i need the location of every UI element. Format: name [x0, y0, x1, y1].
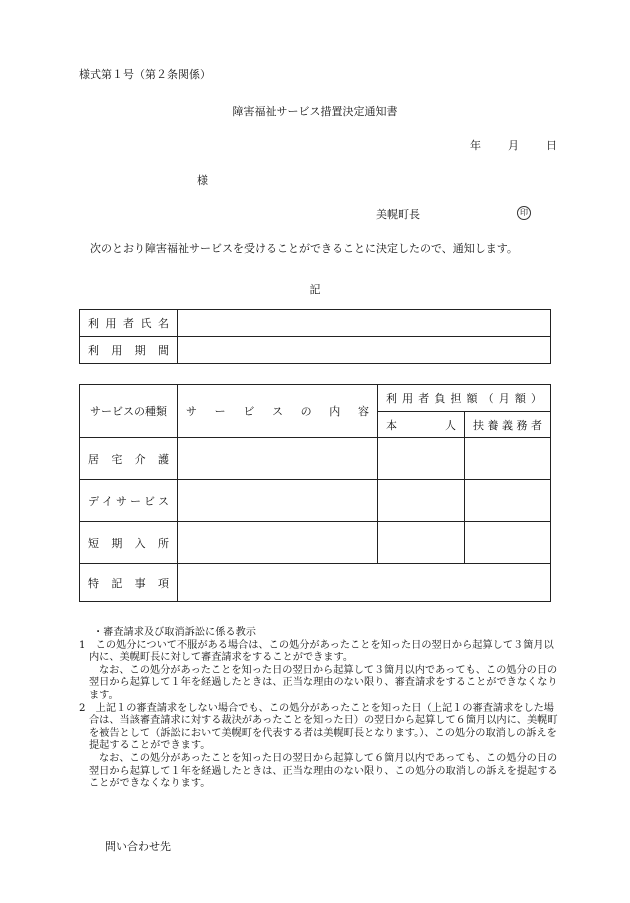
spread-char: 名: [158, 317, 169, 330]
spread-char: 護: [157, 452, 169, 466]
spread-char: 者: [123, 317, 134, 330]
user-name-label: [80, 310, 178, 337]
date-line: [470, 137, 557, 153]
service-row-supporter[interactable]: [465, 438, 551, 480]
spread-char: サ: [186, 405, 197, 418]
user-info-table: [79, 309, 551, 364]
service-row-label-text: [80, 493, 177, 509]
spread-char: の: [300, 405, 312, 418]
spread-char: 月: [498, 392, 510, 405]
notice-item-1-note: なお、この処分があったことを知った日の翌日から起算して３箇月以内であっても、この処分の日の翌日から起算して１年を経過したときは、正当な理由のない限り、審査請求をすることができなくなります。: [89, 664, 558, 701]
service-header-row-1: [80, 385, 551, 412]
service-row-self[interactable]: [378, 438, 465, 480]
service-row-content[interactable]: [178, 522, 378, 564]
spread-char: 入: [134, 536, 146, 550]
spread-char: ー: [130, 494, 141, 508]
user-period-label-text: [80, 342, 177, 358]
header-service-content-text: [178, 403, 377, 419]
spread-char: 額: [466, 392, 478, 405]
spread-char: 宅: [111, 452, 123, 466]
seal-mark: [517, 206, 531, 220]
spread-char: デ: [88, 494, 99, 508]
header-service-type: サービスの種類: [80, 385, 178, 438]
header-burden: [378, 385, 551, 412]
spread-char: サ: [116, 494, 127, 508]
spread-char: 内: [329, 405, 341, 418]
spread-char: 所: [157, 536, 169, 550]
header-service-content: [178, 385, 378, 438]
spread-char: 事: [134, 576, 146, 590]
spread-char: 担: [450, 392, 462, 405]
service-row-self[interactable]: [378, 522, 465, 564]
spread-char: 用: [105, 317, 117, 330]
form-number: 様式第１号（第２条関係）: [79, 68, 211, 81]
spread-char: 居: [88, 452, 99, 466]
spread-char: 氏: [140, 317, 152, 330]
notice-item-2-note: なお、この処分があったことを知った日の翌日から起算して６箇月以内であっても、この処分の日の翌日から起算して１年を経過したときは、正当な理由のない限り、この処分の取消しの訴えを提起することができなくなります。: [89, 752, 558, 790]
spread-char: 額: [514, 392, 526, 405]
date-year: 年: [470, 139, 481, 152]
date-day: 日: [546, 139, 557, 152]
spread-char: 扶: [473, 418, 484, 432]
document-title: 障害福祉サービス措置決定通知書: [232, 105, 398, 118]
notice-item-1: 1 この処分について不服がある場合は、この処分があったことを知った日の翌日から起算して３箇月以内に、美幌町長に対して審査請求をすることができます。: [79, 639, 554, 664]
spread-char: 期: [134, 344, 146, 357]
spread-char: ビ: [243, 405, 255, 418]
service-row-content[interactable]: [178, 480, 378, 522]
header-self: [378, 412, 465, 438]
service-row-supporter[interactable]: [465, 522, 551, 564]
spread-char: 人: [445, 418, 456, 432]
spread-char: 利: [88, 344, 99, 357]
service-row-supporter[interactable]: [465, 480, 551, 522]
spread-char: 用: [111, 344, 123, 357]
spread-char: ス: [271, 405, 283, 418]
service-row: [80, 438, 551, 480]
service-row-label: [80, 480, 178, 522]
header-supporter: [465, 412, 551, 438]
service-table: [79, 384, 551, 602]
special-notes-label-text: [80, 575, 177, 591]
service-row-label-text: [80, 451, 177, 467]
spread-char: （: [482, 392, 494, 405]
user-name-label-text: [80, 315, 177, 331]
recipient-suffix: 様: [197, 174, 208, 187]
user-period-label: [80, 337, 178, 364]
spread-char: 者: [418, 392, 430, 405]
issuer: 美幌町長: [376, 208, 420, 221]
spread-char: ）: [530, 392, 542, 405]
spread-char: 介: [134, 452, 146, 466]
spread-char: 負: [434, 392, 446, 405]
header-self-text: [378, 417, 464, 433]
spread-char: 養: [487, 418, 499, 432]
spread-char: 容: [357, 405, 369, 418]
spread-char: ビ: [144, 494, 155, 508]
intro-text: 次のとおり障害福祉サービスを受けることができることに決定したので、通知します。: [90, 242, 518, 255]
service-row-content[interactable]: [178, 438, 378, 480]
spread-char: イ: [102, 494, 113, 508]
spread-char: 項: [157, 576, 169, 590]
notice-heading: ・審査請求及び取消訴訟に係る教示: [93, 627, 256, 638]
spread-char: 記: [111, 576, 123, 590]
user-name-row: [80, 310, 551, 337]
spread-char: 間: [157, 344, 169, 357]
spread-char: 義: [502, 418, 513, 432]
spread-char: 務: [516, 418, 528, 432]
service-row-label-text: [80, 535, 177, 551]
service-row: [80, 522, 551, 564]
spread-char: 本: [386, 418, 397, 432]
special-notes-label: [80, 564, 178, 602]
seal-text: 印: [517, 206, 531, 220]
service-row-self[interactable]: [378, 480, 465, 522]
date-month: 月: [508, 139, 519, 152]
special-notes-row: [80, 564, 551, 602]
spread-char: 者: [531, 418, 542, 432]
special-notes-cell[interactable]: [178, 564, 551, 602]
ki-heading: 記: [309, 283, 321, 296]
contact-label: 問い合わせ先: [105, 840, 171, 853]
spread-char: 利: [386, 392, 397, 405]
service-row-label: [80, 522, 178, 564]
spread-char: ス: [158, 494, 169, 508]
user-period-row: [80, 337, 551, 364]
notice-item-2: 2 上記１の審査請求をしない場合でも、この処分があったことを知った日（上記１の審査請求をした場合は、当該審査請求に対する裁決があったことを知った日）の翌日から起算して６箇月以内に、美幌町を被告として（訴訟において美幌町を代表する者は美幌町長となります。）、この処分の取消しの訴えを提起することができます。: [79, 702, 558, 752]
spread-char: 利: [88, 317, 99, 330]
service-row-label: [80, 438, 178, 480]
user-name-cell[interactable]: [178, 310, 551, 337]
spread-char: ー: [214, 405, 226, 418]
appeal-notice: [79, 627, 559, 791]
user-period-cell[interactable]: [178, 337, 551, 364]
header-supporter-text: [465, 417, 550, 433]
spread-char: 特: [88, 576, 99, 590]
service-row: [80, 480, 551, 522]
spread-char: 用: [402, 392, 414, 405]
spread-char: 短: [88, 536, 99, 550]
spread-char: 期: [111, 536, 123, 550]
header-burden-text: [378, 390, 550, 406]
